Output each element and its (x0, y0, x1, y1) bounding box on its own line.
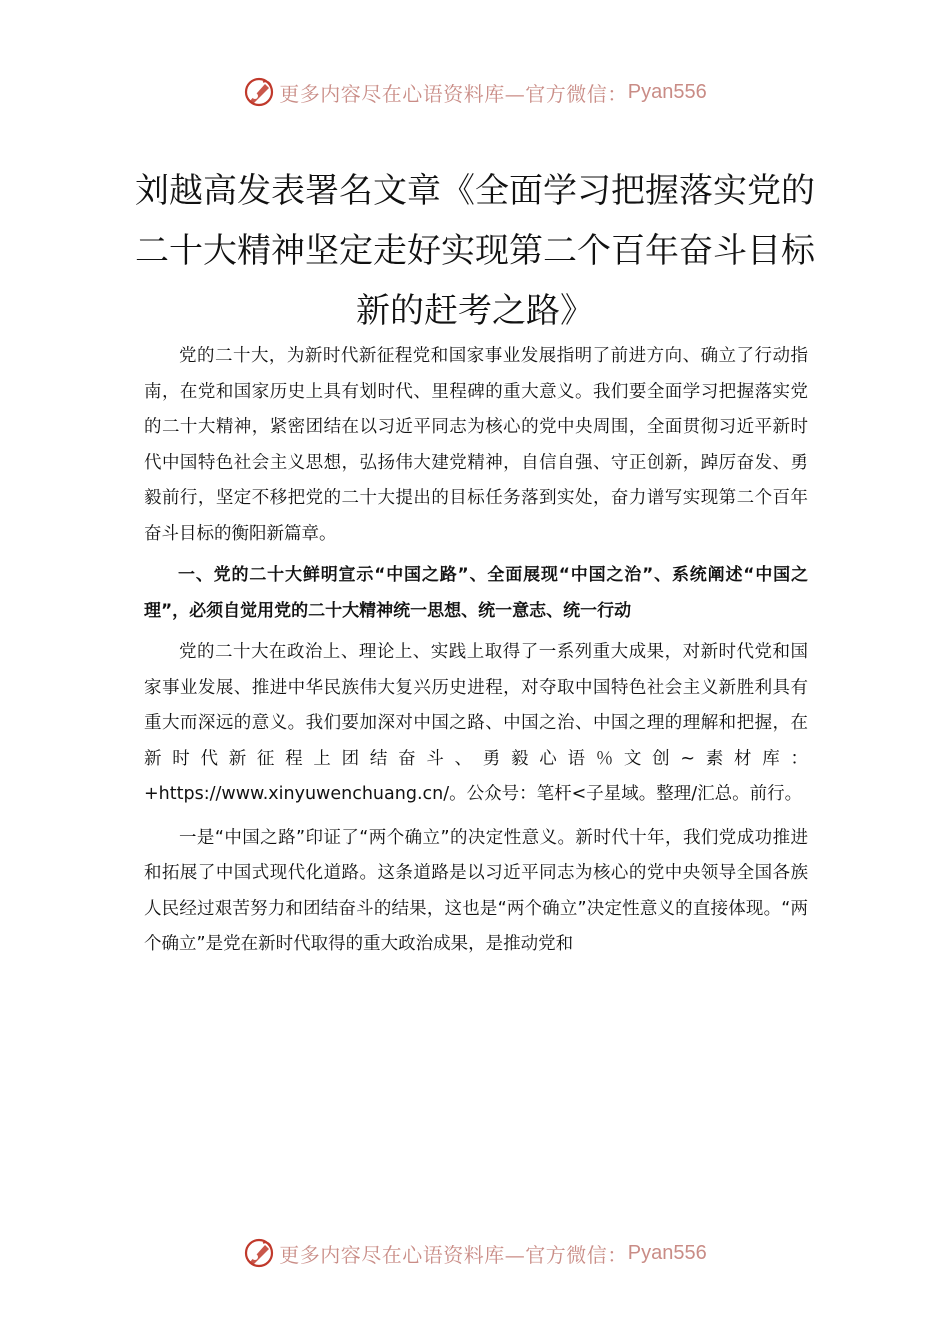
pen-logo-icon (243, 1237, 275, 1269)
document-title: 刘越高发表署名文章《全面学习把握落实党的二十大精神坚定走好实现第二个百年奋斗目标新的赶考之路》 (135, 170, 815, 331)
section-heading: 一、党的二十大鲜明宣示“中国之路”、全面展现“中国之治”、系统阐述“中国之理”，必须自觉用党的二十大精神统一思想、统一意志、统一行动 (144, 565, 808, 621)
watermark-text: 更多内容尽在心语资料库—官方微信： (279, 1242, 628, 1267)
paragraph: 党的二十大在政治上、理论上、实践上取得了一系列重大成果，对新时代党和国家事业发展、推进中华民族伟大复兴历史进程，对夺取中国特色社会主义新胜利具有重大而深远的意义。我们要加深对中国之路、中国之治、中国之理的理解和把握，在新时代新征程上团结奋斗、勇毅心语％文创~素材库：+https://www.xinyuwenchuang.cn/。公众号：笔杆<子星域。整理/汇总。前行。 (144, 642, 808, 804)
paragraph: 党的二十大，为新时代新征程党和国家事业发展指明了前进方向、确立了行动指南，在党和国家历史上具有划时代、里程碑的重大意义。我们要全面学习把握落实党的二十大精神，紧密团结在以习近平同志为核心的党中央周围，全面贯彻习近平新时代中国特色社会主义思想，弘扬伟大建党精神，自信自强、守正创新，踔厉奋发、勇毅前行，坚定不移把党的二十大提出的目标任务落到实处，奋力谱写实现第二个百年奋斗目标的衡阳新篇章。 (144, 346, 808, 544)
watermark-text: 更多内容尽在心语资料库—官方微信： (279, 81, 628, 106)
watermark-banner-top (0, 72, 950, 112)
pen-logo-icon (243, 76, 275, 108)
watermark-handle: Pyan556 (627, 1241, 707, 1264)
watermark-banner-bottom (0, 1233, 950, 1273)
watermark-handle: Pyan556 (627, 80, 707, 103)
paragraph: 一是“中国之路”印证了“两个确立”的决定性意义。新时代十年，我们党成功推进和拓展了中国式现代化道路。这条道路是以习近平同志为核心的党中央领导全国各族人民经过艰苦努力和团结奋斗的结果，这也是“两个确立”决定性意义的直接体现。“两个确立”是党在新时代取得的重大政治成果，是推动党和 (144, 827, 808, 954)
document-body (144, 339, 808, 969)
